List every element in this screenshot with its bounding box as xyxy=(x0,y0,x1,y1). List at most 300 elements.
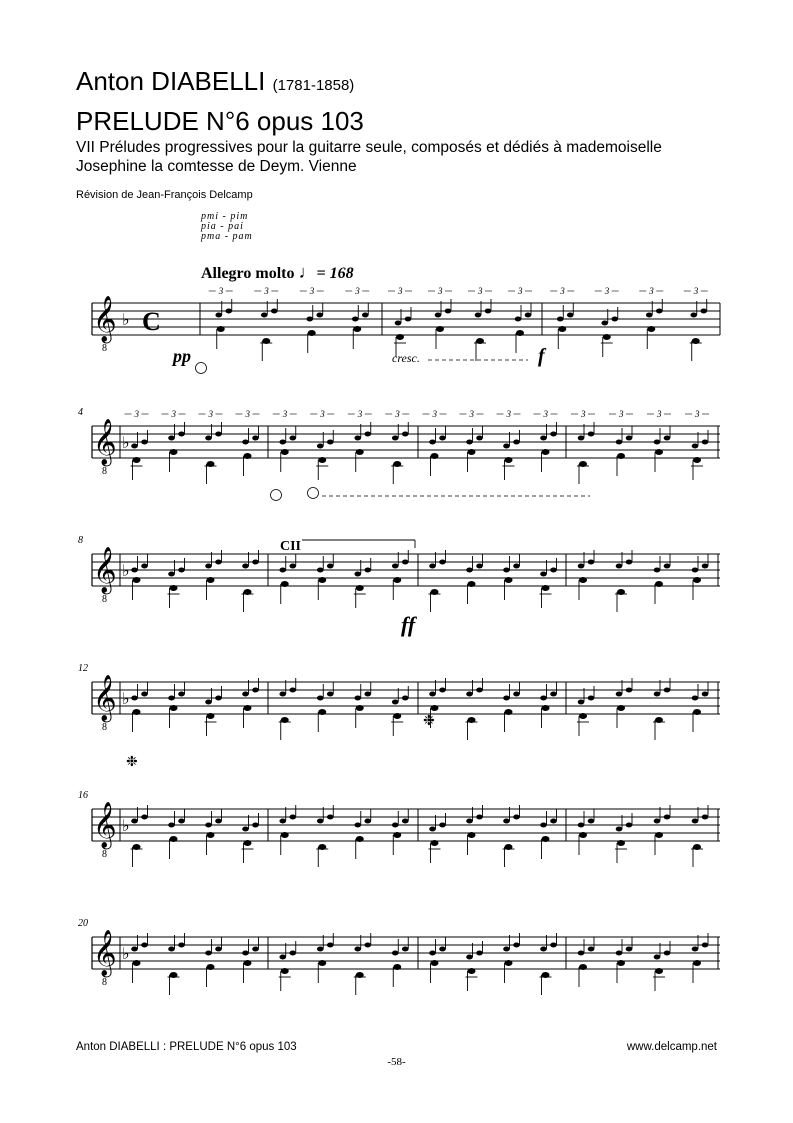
pedal-release-icon: ❉ xyxy=(126,754,138,770)
note-head xyxy=(364,819,371,824)
note-head xyxy=(664,436,671,441)
note-head xyxy=(141,440,148,445)
triplet-mark: 3 xyxy=(355,286,360,296)
dynamic-ff: ff xyxy=(401,612,416,637)
bass-note-head xyxy=(655,449,663,455)
bass-note-head xyxy=(170,585,178,591)
bass-note-head xyxy=(318,709,326,715)
treble-clef-icon: 𝄞 xyxy=(93,419,117,465)
note-head xyxy=(654,568,661,573)
bass-note-head xyxy=(542,585,550,591)
note-head xyxy=(168,572,175,577)
note-head xyxy=(439,688,446,693)
note-head xyxy=(550,568,557,573)
note-head xyxy=(503,568,510,573)
note-head xyxy=(485,309,492,314)
note-head xyxy=(168,947,175,952)
treble-clef-icon: 𝄞 xyxy=(93,296,117,342)
bass-note-head xyxy=(170,705,178,711)
note-head xyxy=(525,313,532,318)
triplet-mark: 3 xyxy=(478,286,483,296)
note-head xyxy=(392,564,399,569)
note-head xyxy=(279,819,286,824)
note-head xyxy=(242,564,249,569)
bass-note-head xyxy=(693,709,701,715)
bass-note-head xyxy=(281,581,289,587)
measure-number: 4 xyxy=(78,407,83,418)
octave-8-mark: 8 xyxy=(102,466,107,477)
note-head xyxy=(395,321,402,326)
treble-clef-icon: 𝄞 xyxy=(93,547,117,593)
bass-note-head xyxy=(207,964,215,970)
flat-key-signature-icon: ♭ xyxy=(122,816,130,835)
quarter-note-icon: ♩ xyxy=(298,262,317,282)
triplet-mark: 3 xyxy=(432,409,437,419)
page-number: -58- xyxy=(387,1056,406,1068)
fingering-legend-line: pma - pam xyxy=(201,231,253,242)
revision-credit: Révision de Jean-François Delcamp xyxy=(76,189,253,201)
note-head xyxy=(392,436,399,441)
note-head xyxy=(626,436,633,441)
triplet-mark: 3 xyxy=(208,409,213,419)
triplet-mark: 3 xyxy=(560,286,565,296)
note-head xyxy=(513,564,520,569)
triplet-mark: 3 xyxy=(282,409,288,419)
note-head xyxy=(279,692,286,697)
bass-note-head xyxy=(431,960,439,966)
note-head xyxy=(626,823,633,828)
note-head xyxy=(702,564,709,569)
octave-8-mark: 8 xyxy=(102,722,107,733)
note-head xyxy=(540,572,547,577)
note-head xyxy=(131,568,138,573)
bass-note-head xyxy=(207,832,215,838)
note-head xyxy=(515,317,522,322)
note-head xyxy=(141,815,148,820)
triplet-mark: 3 xyxy=(604,286,610,296)
triplet-mark: 3 xyxy=(134,409,139,419)
bass-note-head xyxy=(579,713,587,719)
bass-note-head xyxy=(603,334,611,340)
note-head xyxy=(327,943,334,948)
note-head xyxy=(168,696,175,701)
barre-marking: CII xyxy=(280,539,302,554)
note-head xyxy=(466,955,473,960)
note-head xyxy=(664,815,671,820)
triplet-mark: 3 xyxy=(693,286,699,296)
note-head xyxy=(141,692,148,697)
note-head xyxy=(402,560,409,565)
bass-note-head xyxy=(431,705,439,711)
note-head xyxy=(327,440,334,445)
note-head xyxy=(550,943,557,948)
bass-note-head xyxy=(393,577,401,583)
bass-note-head xyxy=(308,330,316,336)
note-head xyxy=(289,951,296,956)
bass-note-head xyxy=(505,457,513,463)
bass-note-head xyxy=(617,453,625,459)
note-head xyxy=(354,572,361,577)
measure-number: 12 xyxy=(78,663,88,674)
note-head xyxy=(289,815,296,820)
note-head xyxy=(364,568,371,573)
bass-note-head xyxy=(217,326,225,332)
note-head xyxy=(168,823,175,828)
note-head xyxy=(626,688,633,693)
note-head xyxy=(578,564,585,569)
note-head xyxy=(205,951,212,956)
note-head xyxy=(476,951,483,956)
note-head xyxy=(205,564,212,569)
note-head xyxy=(364,943,371,948)
note-head xyxy=(429,692,436,697)
note-head xyxy=(588,819,595,824)
triplet-mark: 3 xyxy=(518,286,523,296)
note-head xyxy=(178,692,185,697)
triplet-mark: 3 xyxy=(395,409,400,419)
note-head xyxy=(690,313,697,318)
note-head xyxy=(317,444,324,449)
fingering-legend-line: pia - pai xyxy=(201,221,244,232)
note-head xyxy=(540,696,547,701)
note-head xyxy=(131,444,138,449)
note-head xyxy=(178,432,185,437)
bass-note-head xyxy=(133,960,141,966)
note-head xyxy=(466,568,473,573)
note-head xyxy=(654,819,661,824)
note-head xyxy=(646,313,653,318)
bass-note-head xyxy=(393,964,401,970)
note-head xyxy=(354,696,361,701)
footer-website: www.delcamp.net xyxy=(626,1041,717,1053)
bass-note-head xyxy=(655,968,663,974)
note-head xyxy=(578,700,585,705)
note-head xyxy=(616,440,623,445)
note-head xyxy=(476,688,483,693)
flat-key-signature-icon: ♭ xyxy=(122,310,130,329)
note-head xyxy=(215,947,222,952)
note-head xyxy=(626,560,633,565)
note-head xyxy=(215,313,222,318)
dynamic-f: f xyxy=(538,345,545,367)
note-head xyxy=(317,947,324,952)
note-head xyxy=(429,440,436,445)
note-head xyxy=(242,827,249,832)
string-6-circle xyxy=(271,490,282,501)
note-head xyxy=(664,564,671,569)
measure-number: 20 xyxy=(78,918,88,929)
note-head xyxy=(205,823,212,828)
bass-note-head xyxy=(617,705,625,711)
note-head xyxy=(178,943,185,948)
note-head xyxy=(475,313,482,318)
note-head xyxy=(392,823,399,828)
note-head xyxy=(252,436,259,441)
note-head xyxy=(616,692,623,697)
note-head xyxy=(654,692,661,697)
note-head xyxy=(616,564,623,569)
note-head xyxy=(402,819,409,824)
bass-note-head xyxy=(393,832,401,838)
treble-clef-icon: 𝄞 xyxy=(93,930,117,976)
bass-note-head xyxy=(558,326,566,332)
note-head xyxy=(252,947,259,952)
note-head xyxy=(439,436,446,441)
note-head xyxy=(317,696,324,701)
note-head xyxy=(664,688,671,693)
note-head xyxy=(429,951,436,956)
bass-note-head xyxy=(170,836,178,842)
note-head xyxy=(513,440,520,445)
note-head xyxy=(289,688,296,693)
bass-note-head xyxy=(356,705,364,711)
note-head xyxy=(354,823,361,828)
note-head xyxy=(692,819,699,824)
note-head xyxy=(656,309,663,314)
note-head xyxy=(616,827,623,832)
pedal-release-icon: ❉ xyxy=(423,713,435,729)
note-head xyxy=(550,692,557,697)
bass-note-head xyxy=(693,577,701,583)
note-head xyxy=(215,696,222,701)
triplet-mark: 3 xyxy=(357,409,363,419)
bass-note-head xyxy=(468,968,476,974)
note-head xyxy=(503,696,510,701)
note-head xyxy=(654,955,661,960)
treble-clef-icon: 𝄞 xyxy=(93,675,117,721)
octave-8-mark: 8 xyxy=(102,343,107,354)
triplet-mark: 3 xyxy=(218,286,224,296)
note-head xyxy=(392,700,399,705)
note-head xyxy=(578,436,585,441)
note-head xyxy=(654,440,661,445)
bass-note-head xyxy=(579,964,587,970)
triplet-mark: 3 xyxy=(438,286,443,296)
note-head xyxy=(466,692,473,697)
triplet-mark: 3 xyxy=(649,286,654,296)
note-head xyxy=(476,436,483,441)
bass-note-head xyxy=(356,836,364,842)
note-head xyxy=(141,943,148,948)
note-head xyxy=(252,823,259,828)
bass-note-head xyxy=(133,709,141,715)
note-head xyxy=(178,819,185,824)
note-head xyxy=(611,317,618,322)
bass-note-head xyxy=(133,577,141,583)
note-head xyxy=(316,313,323,318)
note-head xyxy=(362,313,369,318)
bass-note-head xyxy=(431,840,439,846)
note-head xyxy=(205,436,212,441)
bass-note-head xyxy=(693,457,701,463)
dynamic-pp: pp xyxy=(173,346,191,366)
note-head xyxy=(252,688,259,693)
note-head xyxy=(692,444,699,449)
note-head xyxy=(289,436,296,441)
note-head xyxy=(567,313,574,318)
note-head xyxy=(550,432,557,437)
string-5-circle xyxy=(196,363,207,374)
bass-note-head xyxy=(655,581,663,587)
note-head xyxy=(354,947,361,952)
note-head xyxy=(616,951,623,956)
note-head xyxy=(626,947,633,952)
triplet-mark: 3 xyxy=(506,409,511,419)
note-head xyxy=(205,700,212,705)
note-head xyxy=(429,564,436,569)
note-head xyxy=(131,696,138,701)
note-head xyxy=(692,696,699,701)
bass-note-head xyxy=(468,581,476,587)
note-head xyxy=(439,823,446,828)
bass-note-head xyxy=(356,449,364,455)
note-head xyxy=(364,432,371,437)
triplet-mark: 3 xyxy=(657,409,662,419)
note-head xyxy=(392,951,399,956)
measure-number: 8 xyxy=(78,535,83,546)
note-head xyxy=(578,823,585,828)
note-head xyxy=(271,309,278,314)
bass-note-head xyxy=(318,457,326,463)
bass-note-head xyxy=(281,832,289,838)
bass-note-head xyxy=(281,968,289,974)
bass-note-head xyxy=(244,840,252,846)
note-head xyxy=(215,432,222,437)
triplet-mark: 3 xyxy=(619,409,624,419)
note-head xyxy=(242,440,249,445)
note-head xyxy=(702,815,709,820)
bass-note-head xyxy=(244,453,252,459)
note-head xyxy=(476,564,483,569)
string-5-circle xyxy=(308,488,319,499)
bass-note-head xyxy=(505,709,513,715)
note-head xyxy=(402,947,409,952)
bass-note-head xyxy=(318,577,326,583)
bass-note-head xyxy=(356,585,364,591)
triplet-mark: 3 xyxy=(695,409,700,419)
bass-note-head xyxy=(318,960,326,966)
note-head xyxy=(242,951,249,956)
note-head xyxy=(702,440,709,445)
note-head xyxy=(588,432,595,437)
note-head xyxy=(578,951,585,956)
note-head xyxy=(429,827,436,832)
bass-note-head xyxy=(617,960,625,966)
note-head xyxy=(317,568,324,573)
bass-note-head xyxy=(468,832,476,838)
piece-title: PRELUDE N°6 opus 103 xyxy=(76,106,364,136)
triplet-mark: 3 xyxy=(309,286,315,296)
note-head xyxy=(327,564,334,569)
composer-dates: (1781-1858) xyxy=(272,77,355,94)
bass-note-head xyxy=(133,457,141,463)
note-head xyxy=(261,313,268,318)
note-head xyxy=(540,947,547,952)
piece-subtitle: VII Préludes progressives pour la guitarre seule, composés et dédiés à mademoiselle Josephine la comtesse de Deym. Vienne xyxy=(76,139,662,175)
note-head xyxy=(601,321,608,326)
note-head xyxy=(225,309,232,314)
treble-clef-icon: 𝄞 xyxy=(93,802,117,848)
note-head xyxy=(692,947,699,952)
note-head xyxy=(242,692,249,697)
bass-note-head xyxy=(505,960,513,966)
note-head xyxy=(550,819,557,824)
note-head xyxy=(588,696,595,701)
note-head xyxy=(215,819,222,824)
note-head xyxy=(503,819,510,824)
note-head xyxy=(439,947,446,952)
bass-note-head xyxy=(647,326,655,332)
note-head xyxy=(327,815,334,820)
note-head xyxy=(513,692,520,697)
note-head xyxy=(588,560,595,565)
note-head xyxy=(702,943,709,948)
note-head xyxy=(466,819,473,824)
dynamic-cresc: cresc. xyxy=(392,351,420,365)
note-head xyxy=(279,955,286,960)
bass-note-head xyxy=(542,449,550,455)
octave-8-mark: 8 xyxy=(102,594,107,605)
bass-note-head xyxy=(170,449,178,455)
note-head xyxy=(317,819,324,824)
note-head xyxy=(466,440,473,445)
note-head xyxy=(352,317,359,322)
triplet-mark: 3 xyxy=(398,286,403,296)
flat-key-signature-icon: ♭ xyxy=(122,689,130,708)
note-head xyxy=(540,436,547,441)
bass-note-head xyxy=(431,453,439,459)
note-head xyxy=(476,815,483,820)
note-head xyxy=(131,819,138,824)
bass-note-head xyxy=(579,832,587,838)
note-head xyxy=(702,692,709,697)
note-head xyxy=(439,560,446,565)
bass-note-head xyxy=(244,705,252,711)
footer-title: Anton DIABELLI : PRELUDE N°6 opus 103 xyxy=(76,1041,297,1053)
measure-number: 16 xyxy=(78,790,88,801)
triplet-mark: 3 xyxy=(543,409,548,419)
note-head xyxy=(215,560,222,565)
note-head xyxy=(306,317,313,322)
note-head xyxy=(168,436,175,441)
note-head xyxy=(435,313,442,318)
bass-note-head xyxy=(693,960,701,966)
bass-note-head xyxy=(579,577,587,583)
bass-note-head xyxy=(505,577,513,583)
note-head xyxy=(364,692,371,697)
bass-note-head xyxy=(393,713,401,719)
note-head xyxy=(252,560,259,565)
bass-note-head xyxy=(516,330,524,336)
bass-note-head xyxy=(655,832,663,838)
note-head xyxy=(141,564,148,569)
bass-note-head xyxy=(281,449,289,455)
note-head xyxy=(513,815,520,820)
triplet-mark: 3 xyxy=(469,409,474,419)
common-time-icon: C xyxy=(142,307,161,336)
triplet-mark: 3 xyxy=(581,409,586,419)
bass-note-head xyxy=(353,326,361,332)
bass-note-head xyxy=(396,334,404,340)
flat-key-signature-icon: ♭ xyxy=(122,944,130,963)
octave-8-mark: 8 xyxy=(102,849,107,860)
note-head xyxy=(327,692,334,697)
flat-key-signature-icon: ♭ xyxy=(122,561,130,580)
note-head xyxy=(354,436,361,441)
composer-name: Anton DIABELLI xyxy=(76,66,266,96)
note-head xyxy=(402,696,409,701)
bass-note-head xyxy=(244,960,252,966)
